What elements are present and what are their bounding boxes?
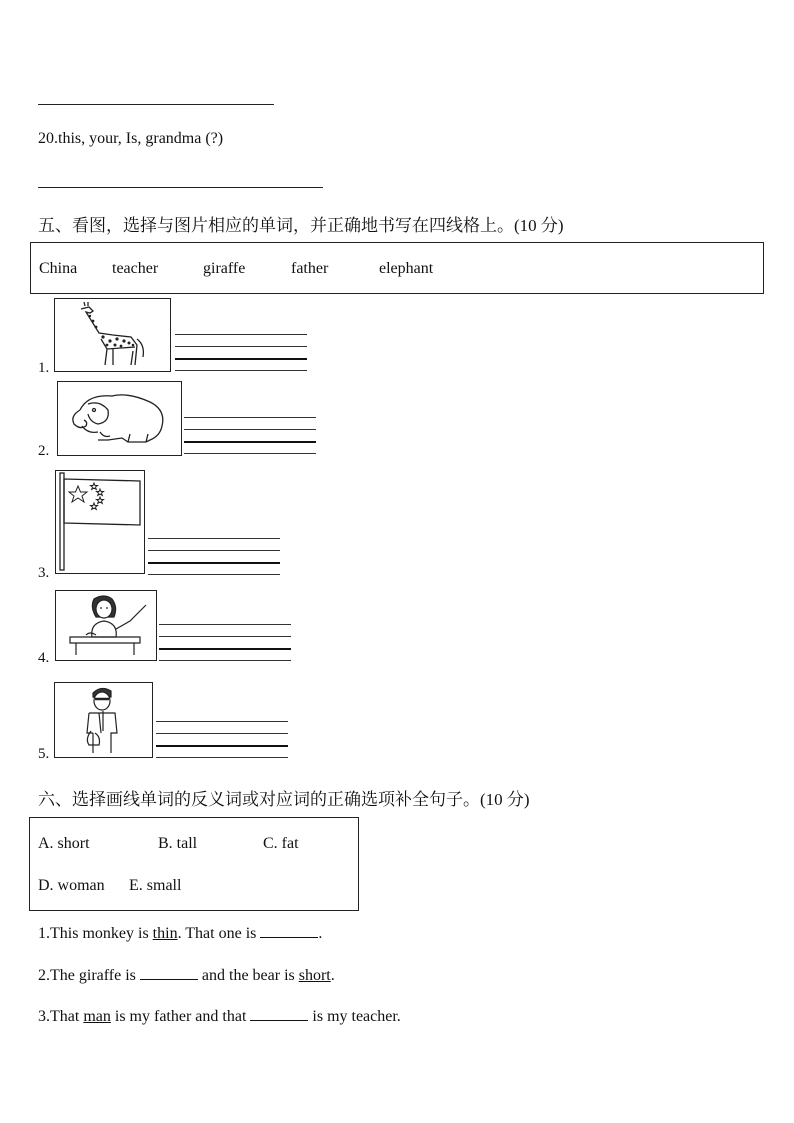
sentence-3-end: is my teacher. [308, 1008, 401, 1025]
writing-lines-4[interactable] [159, 624, 291, 662]
answer-blank-2[interactable] [140, 965, 198, 980]
item-3-number: 3. [38, 565, 50, 581]
question-text: this, your, Is, grandma (?) [58, 130, 224, 147]
sentence-3-pre: 3.That [38, 1008, 84, 1025]
word-father: father [291, 260, 329, 277]
item-1-number: 1. [38, 360, 50, 376]
giraffe-icon [54, 298, 171, 372]
sentence-2-end: . [330, 967, 335, 984]
sentence-3-mid: is my father and that [110, 1008, 251, 1025]
answer-blank-3[interactable] [250, 1006, 308, 1021]
elephant-icon [57, 381, 182, 456]
writing-lines-5[interactable] [156, 721, 288, 759]
option-a: A. short [38, 835, 90, 852]
question-number: 20. [38, 130, 58, 147]
father-icon [54, 682, 153, 758]
sentence-2 [38, 965, 335, 985]
word-china: China [39, 260, 78, 277]
answer-line-19[interactable] [38, 104, 274, 105]
sentence-1-mid: . That one is [177, 925, 261, 942]
underlined-word-thin: thin [152, 925, 178, 942]
option-e: E. small [129, 877, 182, 894]
item-4-number: 4. [38, 650, 50, 666]
answer-line-20[interactable] [38, 187, 323, 188]
sentence-1-pre: 1.This monkey is [38, 925, 153, 942]
sentence-2-mid: and the bear is [197, 967, 299, 984]
writing-lines-2[interactable] [184, 417, 316, 455]
writing-lines-3[interactable] [148, 538, 280, 576]
china-flag-icon [55, 470, 145, 574]
word-teacher: teacher [112, 260, 159, 277]
answer-blank-1[interactable] [260, 923, 318, 938]
word-bank-box [30, 242, 764, 294]
writing-lines-1[interactable] [175, 334, 307, 372]
option-b: B. tall [158, 835, 198, 852]
teacher-icon [55, 590, 157, 661]
options-box [29, 817, 359, 911]
option-c: C. fat [263, 835, 299, 852]
item-5-number: 5. [38, 746, 50, 762]
underlined-word-man: man [83, 1008, 111, 1025]
section-5-heading: 五、看图，选择与图片相应的单词，并正确地书写在四线格上。(10 分) [38, 216, 564, 235]
underlined-word-short: short [298, 967, 331, 984]
sentence-1-end: . [318, 925, 323, 942]
sentence-3 [38, 1006, 401, 1026]
sentence-1 [38, 923, 322, 943]
word-giraffe: giraffe [203, 260, 246, 277]
item-2-number: 2. [38, 443, 50, 459]
section-6-heading: 六、选择画线单词的反义词或对应词的正确选项补全句子。(10 分) [38, 790, 530, 809]
word-elephant: elephant [379, 260, 434, 277]
option-d: D. woman [38, 877, 105, 894]
sentence-2-pre: 2.The giraffe is [38, 967, 140, 984]
question-20 [38, 130, 223, 148]
